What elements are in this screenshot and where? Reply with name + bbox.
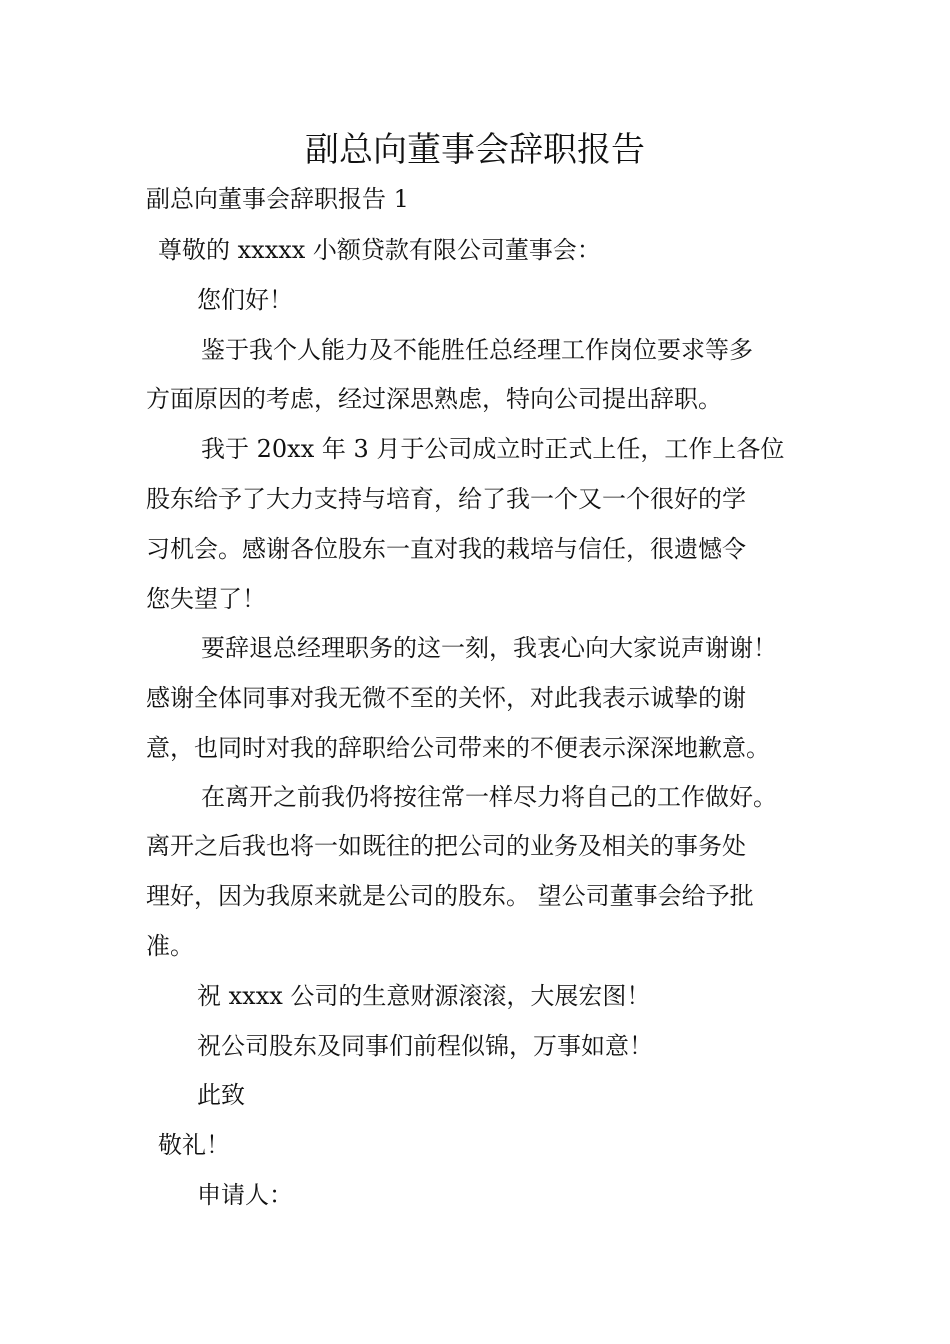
greeting: 您们好！: [197, 286, 293, 314]
wish-line-1: 祝 xxxx 公司的生意财源滚滚，大展宏图！: [197, 982, 651, 1010]
para3-line2: 感谢全体同事对我无微不至的关怀，对此我表示诚挚的谢: [146, 684, 746, 712]
para1-line1: 鉴于我个人能力及不能胜任总经理工作岗位要求等多: [201, 336, 753, 364]
wish-line-2: 祝公司股东及同事们前程似锦，万事如意！: [197, 1032, 653, 1060]
para4-line1: 在离开之前我仍将按往常一样尽力将自己的工作做好。: [201, 783, 777, 811]
closing-jingli: 敬礼！: [158, 1131, 230, 1159]
para4-line2: 离开之后我也将一如既往的把公司的业务及相关的事务处: [146, 832, 746, 860]
para3-line1: 要辞退总经理职务的这一刻，我衷心向大家说声谢谢！: [201, 634, 777, 662]
para2-line2: 股东给予了大力支持与培育，给了我一个又一个很好的学: [146, 485, 746, 513]
document-subtitle: 副总向董事会辞职报告 1: [146, 185, 409, 213]
para1-line2: 方面原因的考虑，经过深思熟虑，特向公司提出辞职。: [146, 385, 722, 413]
para2-line1: 我于 20xx 年 3 月于公司成立时正式上任，工作上各位: [201, 435, 785, 463]
para4-line3: 理好，因为我原来就是公司的股东。 望公司董事会给予批: [146, 882, 754, 910]
salutation: 尊敬的 xxxxx 小额贷款有限公司董事会：: [158, 236, 601, 264]
document-title: 副总向董事会辞职报告: [305, 130, 645, 170]
para2-line4: 您失望了！: [146, 585, 266, 613]
para3-line3: 意，也同时对我的辞职给公司带来的不便表示深深地歉意。: [146, 734, 770, 762]
para4-line4: 准。: [146, 932, 194, 960]
para2-line3: 习机会。感谢各位股东一直对我的栽培与信任，很遗憾令: [146, 535, 746, 563]
applicant-label: 申请人：: [197, 1181, 293, 1209]
closing-cizhi: 此致: [197, 1081, 245, 1109]
